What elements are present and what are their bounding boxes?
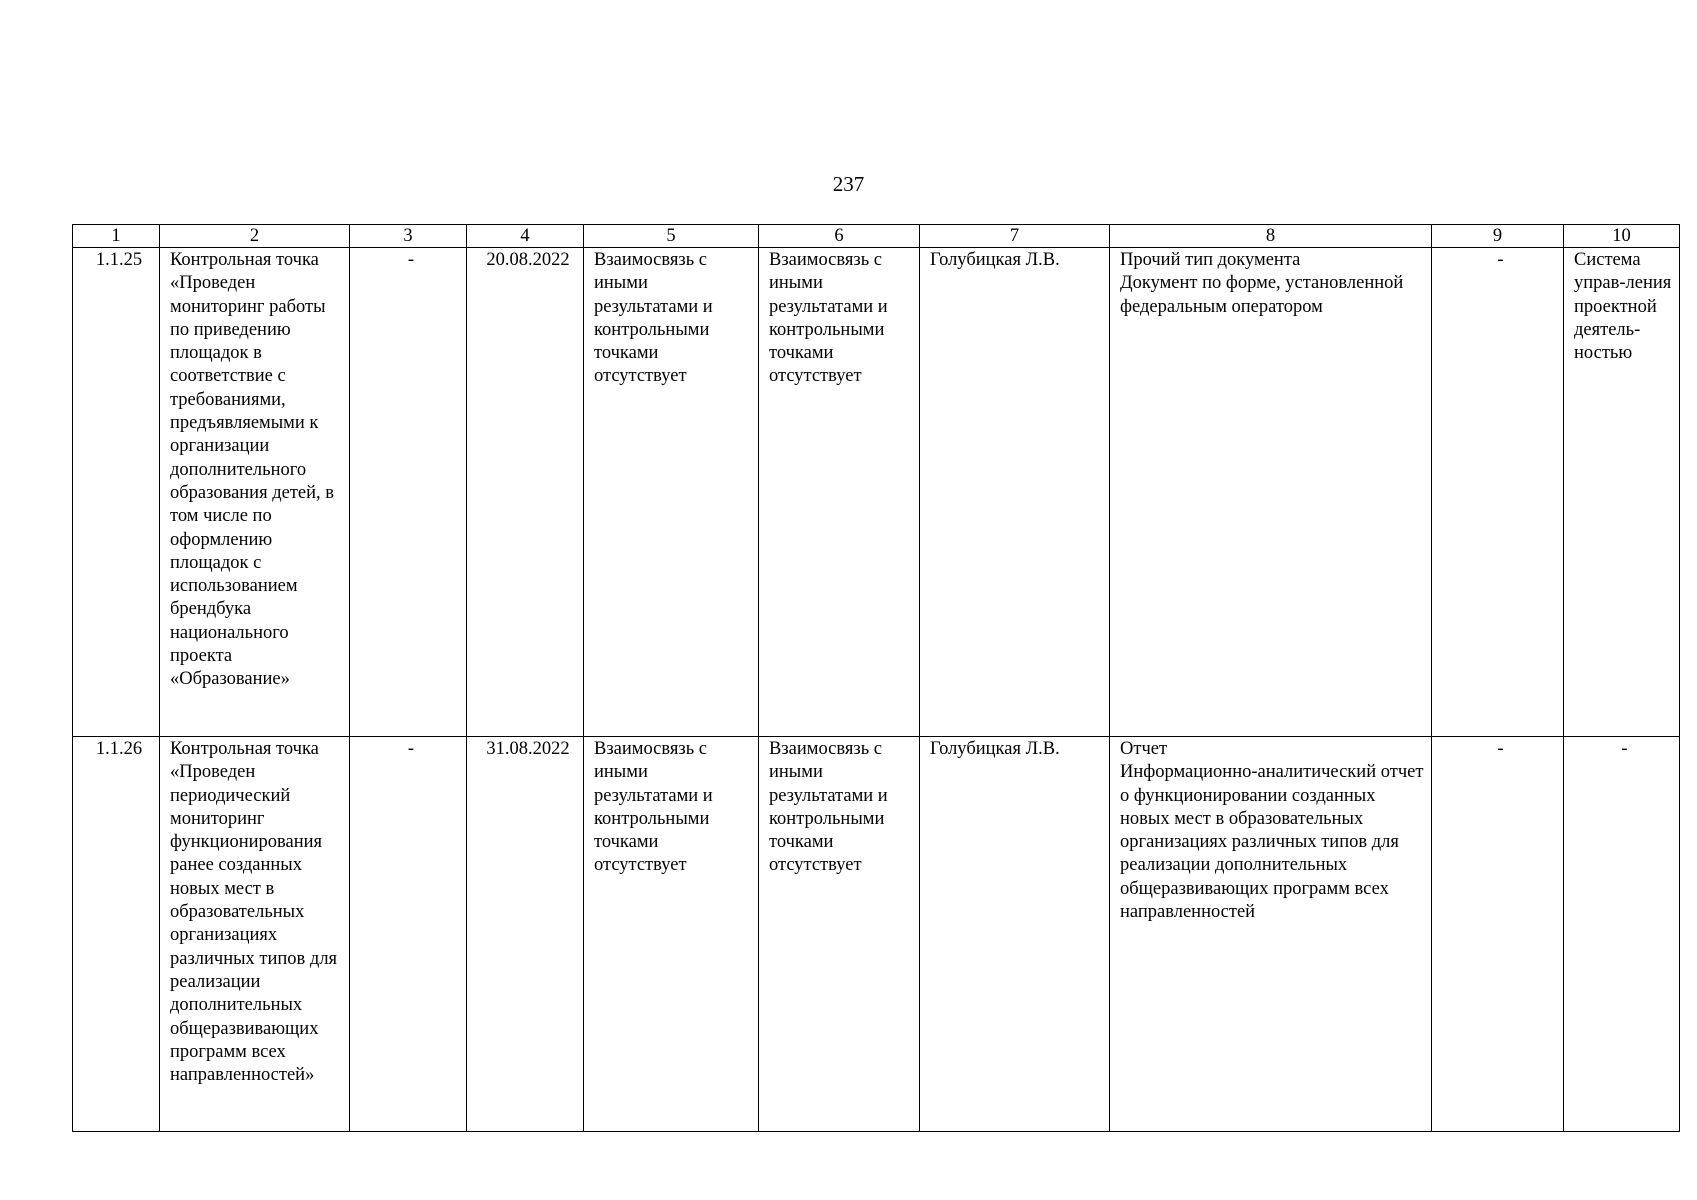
system-cell: - bbox=[1564, 737, 1680, 1132]
column-header: 9 bbox=[1432, 225, 1564, 248]
column-9-cell: - bbox=[1432, 248, 1564, 737]
table-row bbox=[73, 737, 1680, 1132]
relationship-cell: Взаимосвязь с иными результатами и контрольными точками отсутствует bbox=[584, 248, 759, 737]
responsible-cell: Голубицкая Л.В. bbox=[920, 737, 1110, 1132]
date-cell: 20.08.2022 bbox=[467, 248, 584, 737]
document-description: Документ по форме, установленной федеральным оператором bbox=[1120, 273, 1404, 317]
row-number-cell: 1.1.26 bbox=[73, 737, 160, 1132]
responsible-cell: Голубицкая Л.В. bbox=[920, 248, 1110, 737]
date-cell: 31.08.2022 bbox=[467, 737, 584, 1132]
document-description: Информационно-аналитический отчет о функционировании созданных новых мест в образовательных организациях различных типов для реализации дополнительных общеразвивающих программ всех направленностей bbox=[1120, 762, 1424, 923]
column-header: 6 bbox=[759, 225, 920, 248]
relationship-cell: Взаимосвязь с иными результатами и контрольными точками отсутствует bbox=[759, 737, 920, 1132]
column-header: 3 bbox=[350, 225, 467, 248]
column-header: 4 bbox=[467, 225, 584, 248]
document-type: Отчет bbox=[1120, 739, 1168, 759]
control-point-name-cell: Контрольная точка «Проведен периодический мониторинг функционирования ранее созданных новых мест в образовательных организациях различных типов для реализации дополнительных общеразвивающих программ всех направленностей» bbox=[160, 737, 350, 1132]
row-number-cell: 1.1.25 bbox=[73, 248, 160, 737]
column-9-cell: - bbox=[1432, 737, 1564, 1132]
column-header: 10 bbox=[1564, 225, 1680, 248]
system-cell: Система управ-ления проектной деятель-ностью bbox=[1564, 248, 1680, 737]
column-header: 7 bbox=[920, 225, 1110, 248]
table-header-row bbox=[73, 225, 1680, 248]
page-number: 237 bbox=[832, 172, 865, 196]
control-points-table bbox=[72, 224, 1680, 1132]
document-type: Прочий тип документа bbox=[1120, 250, 1301, 270]
column-3-cell: - bbox=[350, 737, 467, 1132]
document-cell bbox=[1110, 248, 1432, 737]
column-header: 8 bbox=[1110, 225, 1432, 248]
column-header: 2 bbox=[160, 225, 350, 248]
relationship-cell: Взаимосвязь с иными результатами и контрольными точками отсутствует bbox=[584, 737, 759, 1132]
column-3-cell: - bbox=[350, 248, 467, 737]
document-cell bbox=[1110, 737, 1432, 1132]
table-row bbox=[73, 248, 1680, 737]
control-point-name-cell: Контрольная точка «Проведен мониторинг работы по приведению площадок в соответствие с требованиями, предъявляемыми к организации дополнительного образования детей, в том числе по оформлению площадок с использованием брендбука национального проекта «Образование» bbox=[160, 248, 350, 737]
relationship-cell: Взаимосвязь с иными результатами и контрольными точками отсутствует bbox=[759, 248, 920, 737]
column-header: 5 bbox=[584, 225, 759, 248]
column-header: 1 bbox=[73, 225, 160, 248]
